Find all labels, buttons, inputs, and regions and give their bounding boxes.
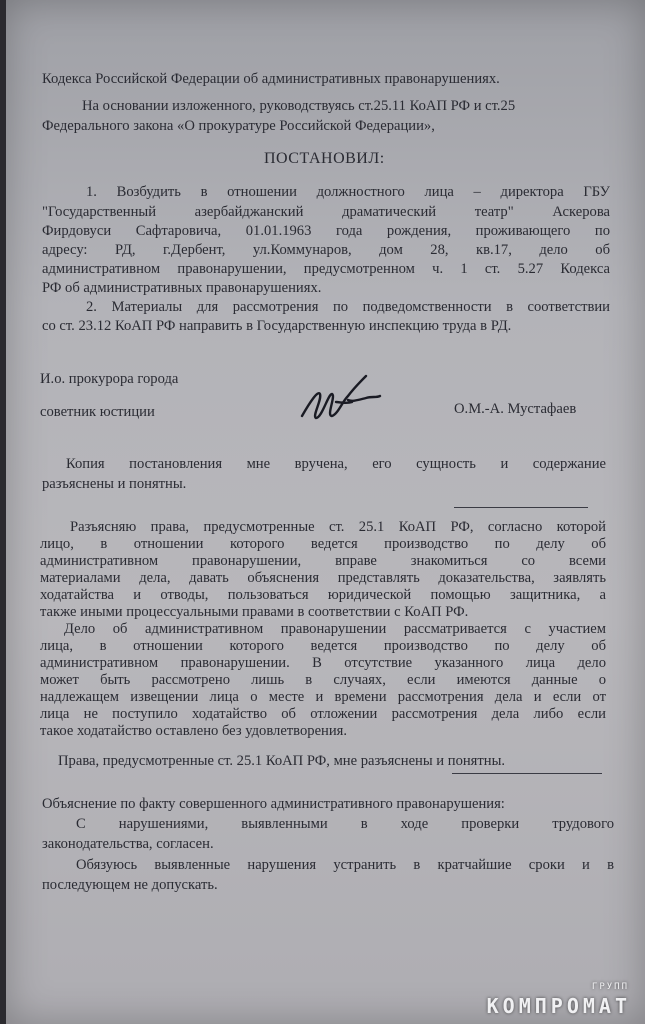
item-line: Фирдовуси Сафтаровича, 01.01.1963 года рождения, проживающего по: [42, 223, 610, 239]
item-line: РФ об административных правонарушениях.: [42, 280, 322, 296]
copy-received-line: разъяснены и понятны.: [42, 476, 187, 492]
intro-line: Кодекса Российской Федерации об административных правонарушениях.: [42, 71, 500, 87]
item-line: "Государственный азербайджанский драматический театр" Аскерова: [42, 204, 610, 220]
watermark-logo: [486, 982, 631, 1018]
watermark-small: ГРУПП: [591, 982, 629, 992]
rights-line: ходатайства и отводы, пользоваться юридической помощью защитника, а: [40, 587, 606, 603]
intro-line: Федерального закона «О прокуратуре Российской Федерации»,: [42, 118, 435, 134]
rights-acknowledgement: Права, предусмотренные ст. 25.1 КоАП РФ, мне разъяснены и понятны.: [58, 753, 506, 769]
item-line: со ст. 23.12 КоАП РФ направить в Государственную инспекцию труда в РД.: [42, 318, 512, 334]
rights-line: административном правонарушении, вправе знакомиться со всеми: [40, 553, 606, 569]
signature-line: [452, 773, 602, 774]
rights-line: лицо, в отношении которого ведется производство по делу об: [40, 536, 606, 552]
rights-line: Дело об административном правонарушении рассматривается с участием: [64, 621, 606, 637]
rights-line: административном правонарушении. В отсутствие указанного лица дело: [40, 655, 606, 671]
rights-line: надлежащем извещении лица о месте и времени рассмотрения дела и если от: [40, 689, 606, 705]
signer-name: О.М.-А. Мустафаев: [454, 401, 577, 417]
rights-line: Разъясняю права, предусмотренные ст. 25.1 КоАП РФ, согласно которой: [70, 519, 606, 535]
rights-line: также иными процессуальными правами в соответствии с КоАП РФ.: [40, 604, 469, 620]
rights-line: материалами дела, давать объяснения представлять доказательства, заявлять: [40, 570, 606, 586]
signer-rank: советник юстиции: [40, 404, 155, 420]
rights-line: такое ходатайство оставлено без удовлетворения.: [40, 723, 348, 739]
rights-line: лица не поступило ходатайство об отложении рассмотрения дела либо если: [40, 706, 606, 722]
copy-received-line: Копия постановления мне вручена, его сущность и содержание: [66, 456, 606, 472]
explanation-line: С нарушениями, выявленными в ходе проверки трудового: [76, 816, 614, 832]
item-line: 2. Материалы для рассмотрения по подведомственности в соответствии: [86, 299, 610, 315]
signer-position: И.о. прокурора города: [40, 371, 179, 387]
item-line: административном правонарушении, предусмотренном ч. 1 ст. 5.27 Кодекса: [42, 261, 610, 277]
explanation-line: законодательства, согласен.: [42, 836, 214, 852]
item-line: адресу: РД, г.Дербент, ул.Коммунаров, дом 28, кв.17, дело об: [42, 242, 610, 258]
rights-line: может быть рассмотрено лишь в случаях, если имеются данные о: [40, 672, 606, 688]
item-line: 1. Возбудить в отношении должностного лица – директора ГБУ: [86, 184, 610, 200]
intro-line: На основании изложенного, руководствуясь ст.25.11 КоАП РФ и ст.25: [82, 98, 516, 114]
explanation-line: Обязуюсь выявленные нарушения устранить в кратчайшие сроки и в: [76, 857, 614, 873]
rights-line: лица, в отношении которого ведется производство по делу об: [40, 638, 606, 654]
document-heading: ПОСТАНОВИЛ:: [264, 150, 385, 167]
signature-line: [454, 507, 588, 508]
document-page: [6, 0, 645, 1024]
explanation-line: последующем не допускать.: [42, 877, 218, 893]
signature-image: [296, 372, 386, 432]
watermark-main: КОМПРОМАТ: [486, 994, 631, 1018]
explanation-heading: Объяснение по факту совершенного административного правонарушения:: [42, 796, 505, 812]
